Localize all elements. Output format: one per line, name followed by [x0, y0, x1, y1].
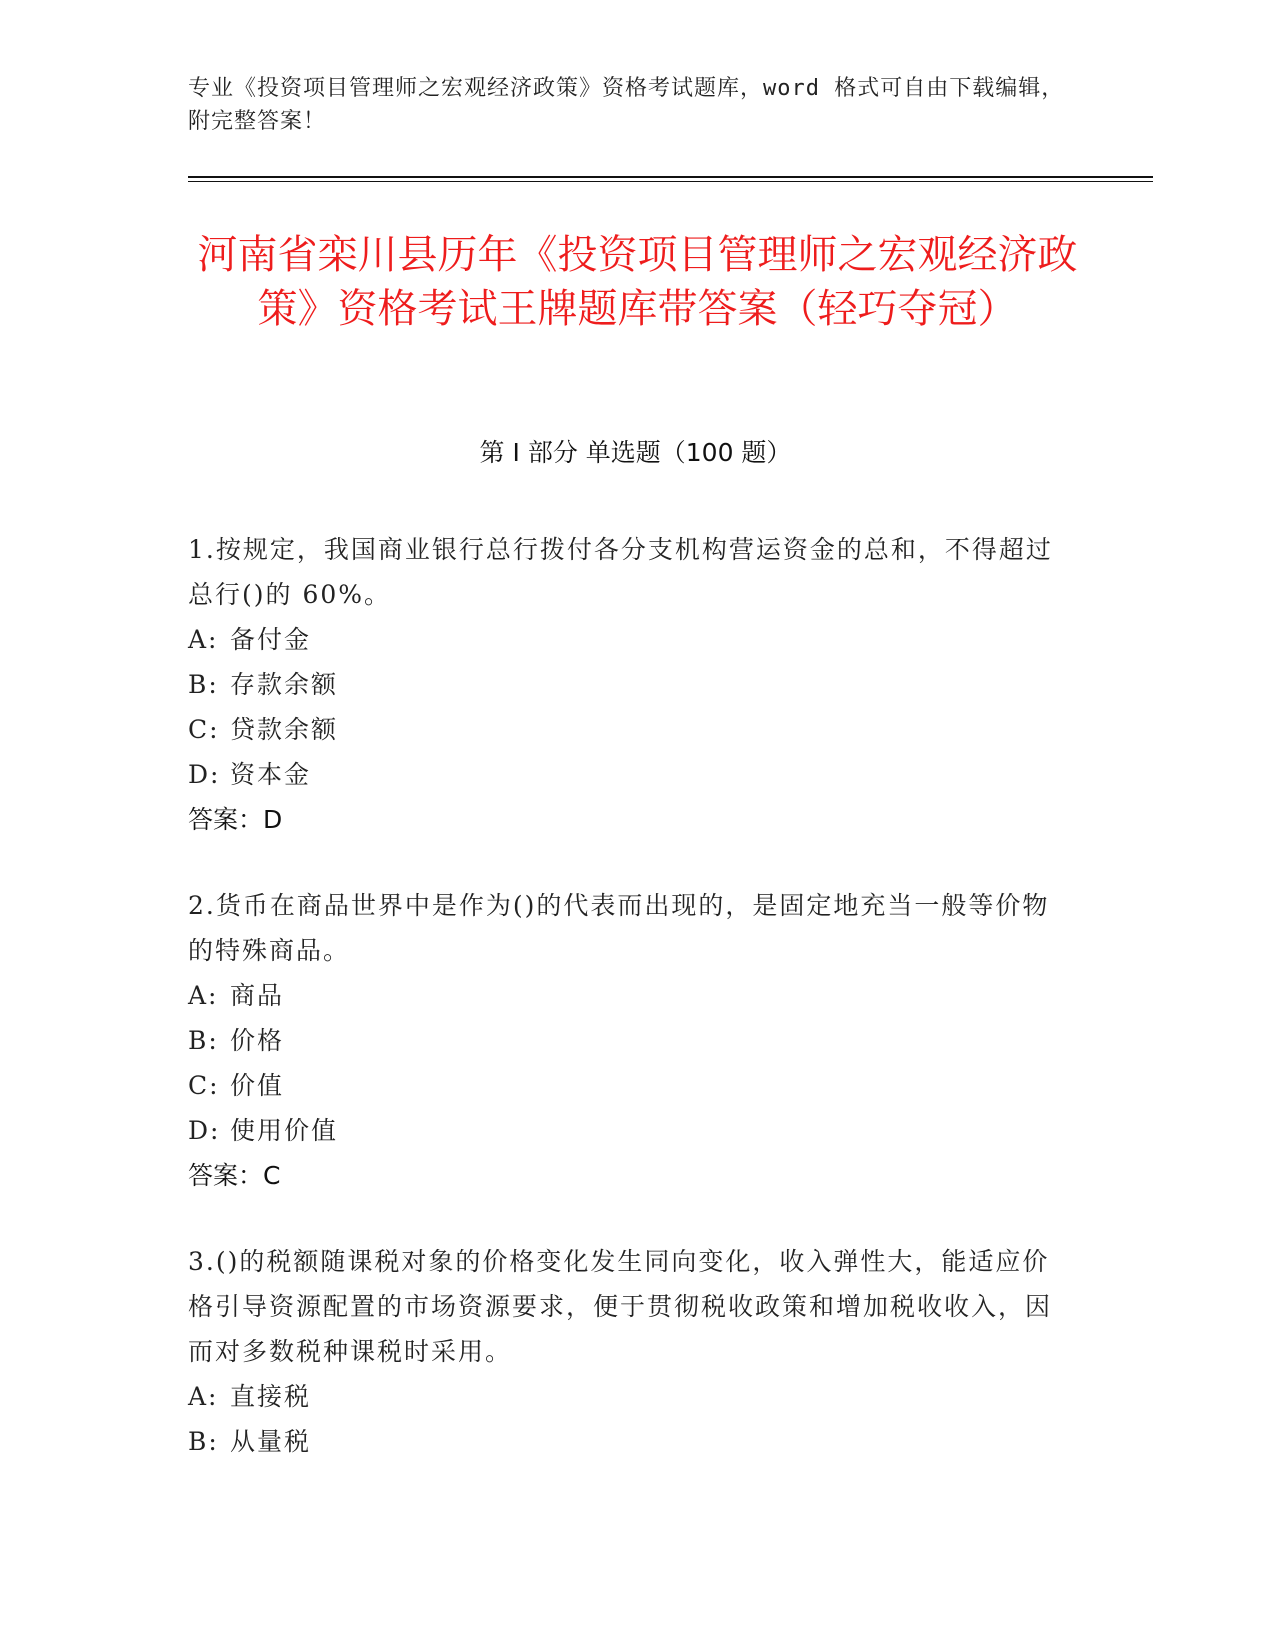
option-c — [188, 1063, 1068, 1108]
option-key: D: — [188, 760, 221, 789]
option-key: A: — [188, 625, 219, 654]
option-b — [188, 1419, 1068, 1464]
option-a — [188, 1374, 1068, 1419]
question-stem: 2.货币在商品世界中是作为()的代表而出现的，是固定地充当一般等价物的特殊商品。 — [188, 891, 1050, 965]
option-key: B: — [188, 1427, 219, 1456]
option-text: 价值 — [230, 1071, 285, 1100]
header-rule-thin — [188, 181, 1153, 182]
answer-label: 答案：C — [188, 1161, 281, 1190]
option-text: 直接税 — [230, 1382, 312, 1411]
option-text: 资本金 — [230, 760, 312, 789]
option-a — [188, 617, 1068, 662]
document-title: 河南省栾川县历年《投资项目管理师之宏观经济政策》资格考试王牌题库带答案（轻巧夺冠） — [197, 232, 1078, 332]
option-key: D: — [188, 1116, 221, 1145]
question-list — [188, 527, 1068, 1505]
option-d — [188, 752, 1068, 797]
section-heading: 第 I 部分 单选题（100 题） — [479, 438, 792, 467]
answer-label: 答案：D — [188, 805, 283, 834]
question-3 — [188, 1239, 1068, 1464]
option-text: 商品 — [230, 981, 285, 1010]
option-d — [188, 1108, 1068, 1153]
option-text: 使用价值 — [230, 1116, 339, 1145]
option-text: 价格 — [230, 1026, 285, 1055]
option-b — [188, 662, 1068, 707]
option-key: A: — [188, 1382, 219, 1411]
question-stem: 3.()的税额随课税对象的价格变化发生同向变化，收入弹性大，能适应价格引导资源配置的市场资源要求，便于贯彻税收政策和增加税收收入，因而对多数税种课税时采用。 — [188, 1247, 1053, 1366]
option-key: B: — [188, 1026, 219, 1055]
option-key: C: — [188, 715, 220, 744]
option-text: 存款余额 — [230, 670, 339, 699]
option-key: C: — [188, 1071, 220, 1100]
question-1 — [188, 527, 1068, 842]
question-stem: 1.按规定，我国商业银行总行拨付各分支机构营运资金的总和，不得超过总行()的 60%。 — [188, 535, 1053, 609]
header-note: 专业《投资项目管理师之宏观经济政策》资格考试题库，word 格式可自由下载编辑，附完整答案！ — [188, 76, 1065, 134]
option-a — [188, 973, 1068, 1018]
header-rule-thick — [188, 176, 1153, 178]
option-text: 从量税 — [230, 1427, 312, 1456]
option-text: 贷款余额 — [230, 715, 339, 744]
option-key: A: — [188, 981, 219, 1010]
option-c — [188, 707, 1068, 752]
option-key: B: — [188, 670, 219, 699]
option-b — [188, 1018, 1068, 1063]
question-2 — [188, 883, 1068, 1198]
option-text: 备付金 — [230, 625, 312, 654]
